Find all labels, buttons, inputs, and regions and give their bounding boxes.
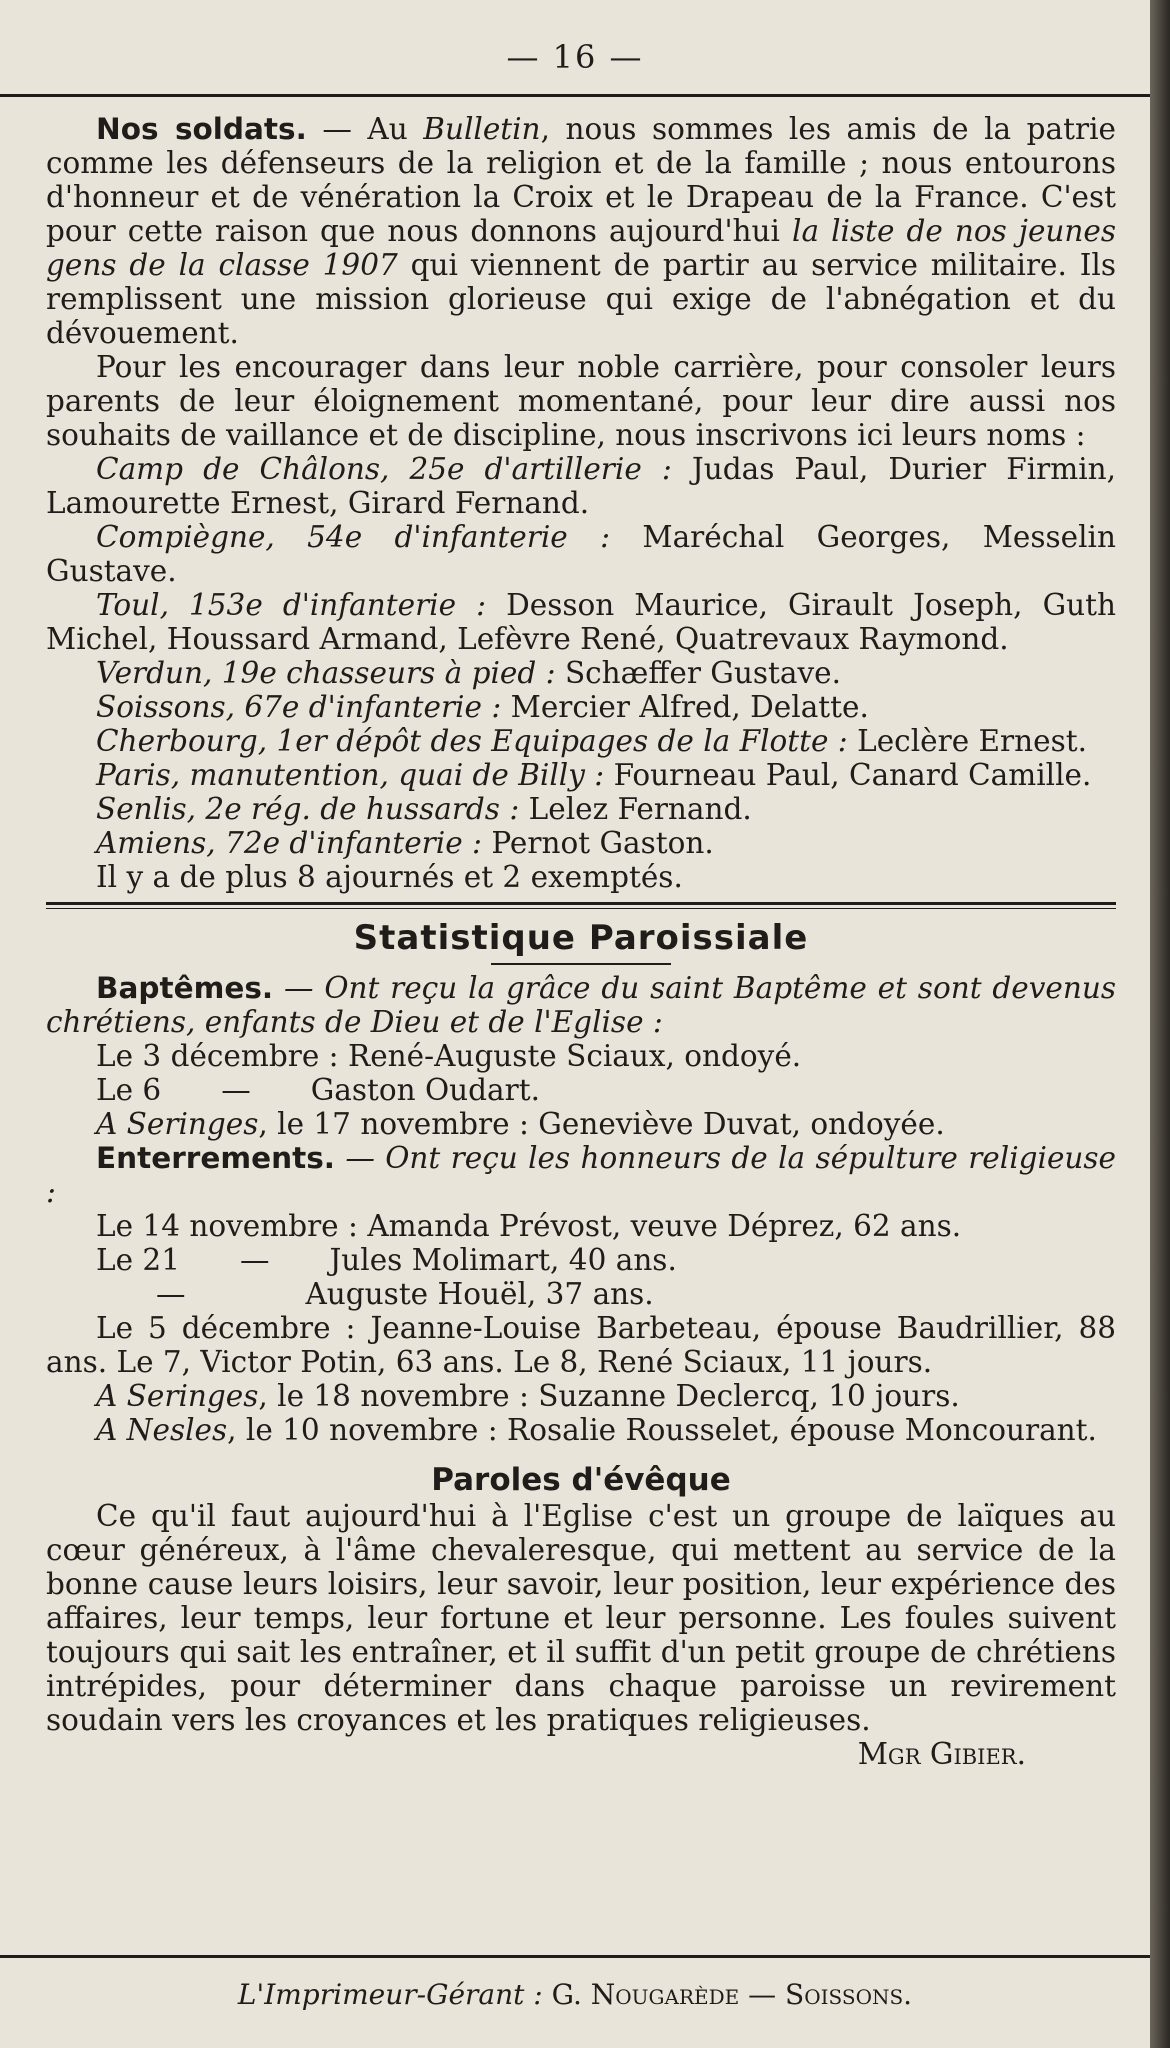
- section-divider: [46, 902, 1116, 909]
- regiment-place: Camp de Châlons, 25e d'artillerie :: [96, 452, 672, 486]
- baptism-details: , le 17 novembre : Geneviève Duvat, ondoyée.: [258, 1107, 945, 1141]
- soldiers-paragraph-2: Pour les encourager dans leur noble carrière, pour consoler leurs parents de leur éloignement momentané, pour leur dire aussi nos souhaits de vaillance et de discipline, nous inscrivons ici leurs noms :: [46, 350, 1116, 452]
- regiment-place: Verdun, 19e chasseurs à pied :: [96, 656, 556, 690]
- regiment-place: Toul, 153e d'infanterie :: [96, 588, 487, 622]
- burial-place: A Seringes: [96, 1379, 259, 1413]
- burial-entry: [46, 1277, 1116, 1311]
- regiment-entry: [46, 690, 1116, 724]
- book-spine-shadow: [1150, 0, 1170, 2048]
- baptism-name: Gaston Oudart.: [310, 1073, 540, 1107]
- soldier-names: Schæffer Gustave.: [555, 656, 841, 690]
- burial-date: Le 21: [96, 1243, 180, 1277]
- soldier-names: Mercier Alfred, Delatte.: [501, 690, 869, 724]
- regiment-place: Cherbourg, 1er dépôt des Equipages de la Flotte :: [96, 724, 848, 758]
- regiment-entry: [46, 588, 1116, 656]
- baptism-entry: [46, 1107, 1116, 1141]
- soldiers-intro: [46, 112, 1116, 350]
- printer-footer: [0, 1978, 1150, 2011]
- burial-place: A Nesles: [96, 1413, 228, 1447]
- ditto-dash: —: [221, 1073, 251, 1107]
- burials-heading: Enterrements.: [96, 1141, 335, 1175]
- burial-entry: Le 5 décembre : Jeanne-Louise Barbeteau, épouse Baudrillier, 88 ans. Le 7, Victor Potin, 63 ans. Le 8, René Sciaux, 11 jours.: [46, 1311, 1116, 1379]
- footer-printer: G. Nougarède — Soissons.: [542, 1978, 913, 2011]
- regiment-place: Compiègne, 54e d'infanterie :: [96, 520, 611, 554]
- baptism-place: A Seringes: [96, 1107, 259, 1141]
- burial-name: Auguste Houël, 37 ans.: [305, 1277, 654, 1311]
- baptism-entry: [46, 1073, 1116, 1107]
- page-content: [46, 112, 1116, 1771]
- regiment-place: Paris, manutention, quai de Billy :: [96, 758, 605, 792]
- baptism-entry: [46, 1039, 1116, 1073]
- regiment-entry: [46, 826, 1116, 860]
- regiment-entry: [46, 452, 1116, 520]
- soldier-names: Leclère Ernest.: [847, 724, 1087, 758]
- soldier-names: Desson Maurice, Girault Joseph, Guth Michel, Houssard Armand, Lefèvre René, Quatrevaux Raymond.: [46, 588, 1116, 656]
- regiment-entry: [46, 792, 1116, 826]
- soldier-names: Judas Paul, Durier Firmin, Lamourette Ernest, Girard Fernand.: [46, 452, 1117, 520]
- soldier-names: Fourneau Paul, Canard Camille.: [604, 758, 1092, 792]
- soldier-names: Lelez Fernand.: [519, 792, 752, 826]
- bishop-title: Paroles d'évêque: [431, 1462, 731, 1498]
- regiment-place: Soissons, 67e d'infanterie :: [96, 690, 502, 724]
- bottom-rule: [0, 1955, 1150, 1958]
- intro-text-1: — Au: [306, 112, 424, 146]
- bulletin-title: Bulletin: [423, 112, 541, 146]
- page-number: — 16 —: [506, 38, 644, 76]
- burial-name: Jules Molimart, 40 ans.: [329, 1243, 677, 1277]
- burial-entry: [46, 1243, 1116, 1277]
- intro-text-3: qui viennent de partir au service militaire. Ils remplissent une mission glorieuse qui exige de l'abnégation et du dévouement.: [46, 248, 1116, 350]
- regiment-place: Senlis, 2e rég. de hussards :: [96, 792, 520, 826]
- baptisms-heading: Baptêmes.: [96, 971, 274, 1005]
- burials-intro-text: — Ont reçu les honneurs de la sépulture religieuse :: [46, 1141, 1116, 1209]
- regiment-entry: [46, 656, 1116, 690]
- burial-entry: Le 14 novembre : Amanda Prévost, veuve Déprez, 62 ans.: [96, 1209, 962, 1243]
- baptisms-intro-text: — Ont reçu la grâce du saint Baptême et sont devenus chrétiens, enfants de Dieu et de l'Eglise :: [46, 971, 1116, 1039]
- burial-details: , le 18 novembre : Suzanne Declercq, 10 jours.: [258, 1379, 960, 1413]
- class-list-phrase: la liste de nos jeunes gens de la classe 1907: [46, 214, 1117, 282]
- soldier-names: Maréchal Georges, Messelin Gustave.: [46, 520, 1116, 588]
- burials-intro: [46, 1141, 1116, 1209]
- burial-entry: [46, 1413, 1116, 1447]
- footer-label: L'Imprimeur-Gérant :: [237, 1978, 543, 2011]
- burial-entry: [46, 1379, 1116, 1413]
- regiment-entry: [46, 724, 1116, 758]
- bishop-signature: Mgr Gibier.: [857, 1737, 1026, 1771]
- regiment-entry: [46, 758, 1116, 792]
- baptisms-intro: [46, 971, 1116, 1039]
- bishop-quote: Ce qu'il faut aujourd'hui à l'Eglise c'est un groupe de laïques au cœur généreux, à l'âme chevaleresque, qui mettent au service de la bonne cause leurs loisirs, leur savoir, leur position, leur expérience des affaires, leur temps, leur fortune et leur personne. Les foules suivent toujours qui sait les entraîner, et il suffit d'un petit groupe de chrétiens intrépides, pour déterminer dans chaque paroisse un revirement soudain vers les croyances et les pratiques religieuses.: [46, 1499, 1116, 1737]
- statistics-title: Statistique Paroissiale: [353, 918, 809, 958]
- baptism-name: René-Auguste Sciaux, ondoyé.: [338, 1039, 802, 1073]
- burial-details: , le 10 novembre : Rosalie Rousselet, épouse Moncourant.: [227, 1413, 1097, 1447]
- ditto-dash: —: [156, 1277, 186, 1311]
- soldiers-heading: Nos soldats.: [96, 112, 307, 146]
- regiment-place: Amiens, 72e d'infanterie :: [96, 826, 482, 860]
- baptism-date: Le 6: [96, 1073, 162, 1107]
- top-rule: [0, 94, 1150, 97]
- baptism-date: Le 3 décembre :: [96, 1039, 339, 1073]
- regiment-entry: [46, 520, 1116, 588]
- soldier-names: Pernot Gaston.: [482, 826, 714, 860]
- title-underline: [491, 963, 671, 965]
- soldiers-closing: Il y a de plus 8 ajournés et 2 exemptés.: [96, 860, 683, 894]
- intro-text-2: , nous sommes les amis de la patrie comme les défenseurs de la religion et de la famille ; nous entourons d'honneur et de vénération la Croix et le Drapeau de la France. C'est pour cette raison que nous donnons aujourd'hui: [46, 112, 1116, 248]
- ditto-dash: —: [239, 1243, 270, 1277]
